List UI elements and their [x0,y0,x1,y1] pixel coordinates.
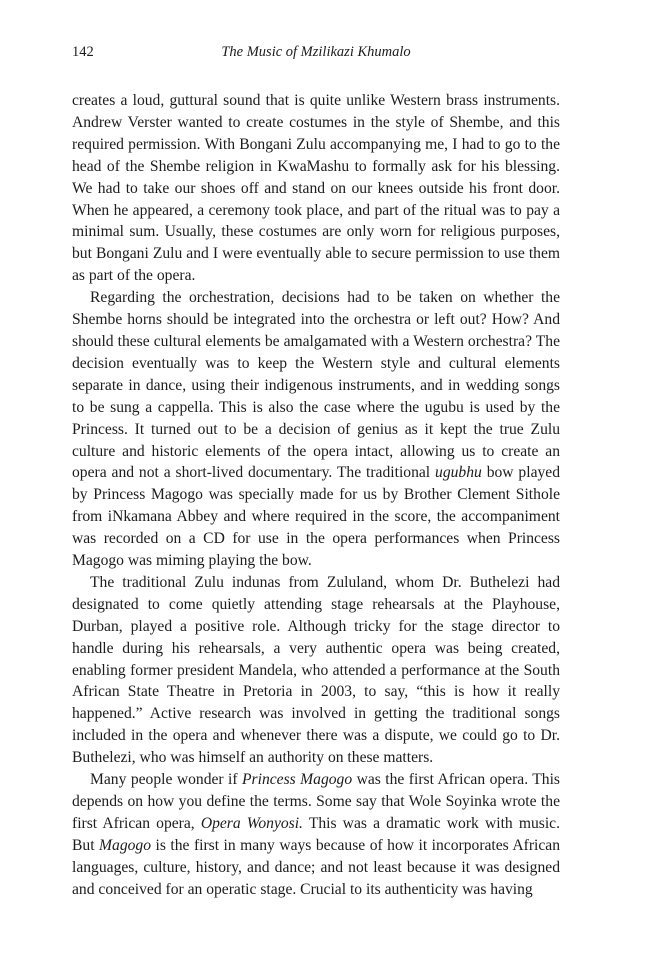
running-title: The Music of Mzilikazi Khumalo [221,44,411,60]
italic-text-run: ugubhu [435,464,482,482]
text-run: This was a dramatic work with music. But [72,814,560,854]
text-run: was the first African opera. This depends on how you define the terms. Some say that Wole Soyinka wrote the first African opera, [72,771,560,832]
text-run: Regarding the orchestration, decisions had to be taken on whether the Shembe horns should be integrated into the orchestra or left out? How? And should these cultural elements be amalgamated with a Western orchestra? The decision eventually was to keep the Western style and cultural elements separate in dance, using their indigenous instruments, and in wedding songs to be sung a cappella. This is also the case where the ugubu is used by the Princess. It turned out to be a decision of genius as it kept the true Zulu culture and historic elements of the opera intact, allowing us to create an opera and not a short-lived documentary. The traditional [72,289,560,482]
text-run: creates a loud, guttural sound that is quite unlike Western brass instruments. Andrew Verster wanted to create costumes in the style of Shembe, and this required permission. With Bongani Zulu accompanying me, I had to go to the head of the Shembe religion in KwaMashu to formally ask for his blessing. We had to take our shoes off and stand on our knees outside his front door. When he appeared, a ceremony took place, and part of the ritual was to pay a minimal sum. Usually, these costumes are only worn for religious purposes, but Bongani Zulu and I were eventually able to secure permission to use them as part of the opera. [72,92,560,285]
paragraph [72,572,560,769]
italic-text-run: Magogo [99,836,152,854]
body-text [72,90,560,901]
text-run: The traditional Zulu indunas from Zululand, whom Dr. Buthelezi had designated to come quietly attending stage rehearsals at the Playhouse, Durban, played a positive role. Although tricky for the stage director to handle during his rehearsals, a very authentic opera was being created, enabling former president Mandela, who attended a performance at the South African State Theatre in Pretoria in 2003, to say, “this is how it really happened.” Active research was involved in getting the traditional songs included in the opera and whenever there was a dispute, we could go to Dr. Buthelezi, who was himself an authority on these matters. [72,573,560,767]
paragraph [72,287,560,572]
paragraph [72,90,560,287]
italic-text-run: Opera Wonyosi. [200,814,303,832]
text-run: is the first in many ways because of how it incorporates African languages, culture, history, and dance; and not least because it was designed and conceived for an operatic stage. Crucial to its authenticity was having [72,836,560,898]
italic-text-run: Princess Magogo [242,771,353,789]
text-run: Many people wonder if [90,771,243,789]
text-run: bow played by Princess Magogo was specially made for us by Brother Clement Sithole from iNkamana Abbey and where required in the score, the accompaniment was recorded on a CD for use in the opera performances when Princess Magogo was miming playing the bow. [72,464,560,570]
page-number: 142 [72,44,94,60]
paragraph [72,769,560,900]
running-header [72,44,560,68]
